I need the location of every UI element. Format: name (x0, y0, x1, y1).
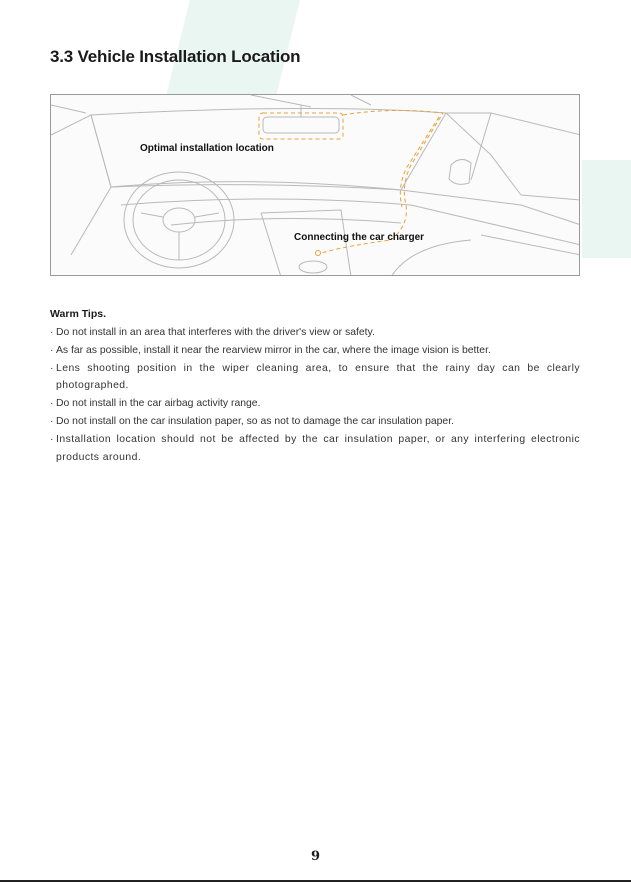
section-title: 3.3 Vehicle Installation Location (50, 47, 301, 66)
footer-rule (0, 880, 631, 882)
callout-optimal-location: Optimal installation location (140, 143, 274, 154)
callout-car-charger: Connecting the car charger (294, 232, 425, 243)
tip-item: · Installation location should not be affected by the car insulation paper, or any interfering electronic products around. (50, 431, 580, 467)
tip-item: · As far as possible, install it near the rearview mirror in the car, where the image vision is better. (50, 342, 580, 360)
tip-item: · Do not install in the car airbag activity range. (50, 395, 580, 413)
decorative-side-block (582, 160, 631, 258)
tips-list (50, 324, 580, 466)
tips-heading: Warm Tips. (50, 308, 107, 320)
tip-item: · Do not install on the car insulation paper, so as not to damage the car insulation paper. (50, 413, 580, 431)
page-number: 9 (310, 849, 321, 864)
tip-item: · Do not install in an area that interferes with the driver's view or safety. (50, 324, 580, 342)
car-interior-illustration (51, 95, 580, 276)
tip-item: · Lens shooting position in the wiper cleaning area, to ensure that the rainy day can be clearly photographed. (50, 360, 580, 396)
installation-figure (50, 94, 580, 276)
